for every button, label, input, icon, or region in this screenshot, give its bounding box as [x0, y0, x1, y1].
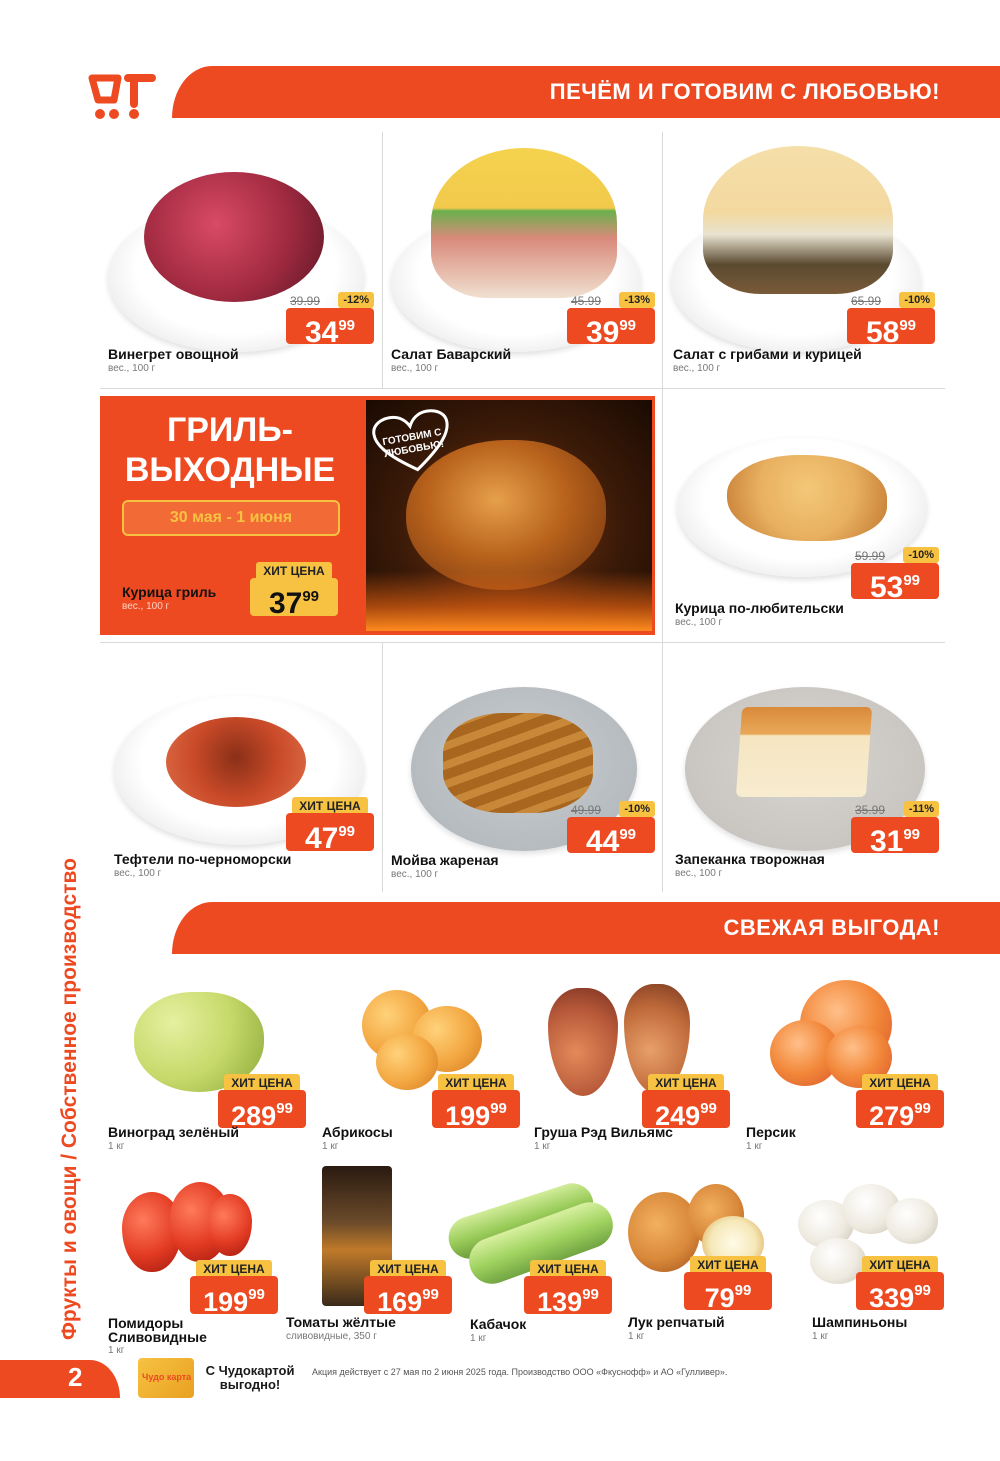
product-name: Абрикосы — [322, 1124, 393, 1140]
grilled-chicken-image — [366, 400, 652, 631]
hit-price-tag — [364, 1260, 452, 1316]
banner-dates: 30 мая - 1 июня — [122, 500, 340, 536]
discount-badge: -11% — [904, 801, 939, 817]
hit-label: ХИТ ЦЕНА — [862, 1074, 938, 1092]
product-name: Салат Баварский — [391, 346, 512, 362]
mushroom-image — [886, 1198, 938, 1244]
product-unit: сливовидные, 350 г — [286, 1331, 377, 1342]
old-price: 65.99 — [851, 294, 882, 308]
current-price: $37^{99}$ — [250, 578, 338, 616]
product-name: Мойва жареная — [391, 852, 499, 868]
discount-badge: -10% — [903, 547, 939, 563]
current-price: $53^{99}$ — [851, 563, 939, 599]
current-price: $79^{99}$ — [684, 1272, 772, 1310]
product-unit: вес., 100 г — [673, 363, 721, 374]
hit-label: ХИТ ЦЕНА — [196, 1260, 272, 1278]
product-card[interactable] — [534, 966, 734, 1150]
current-price: $34^{99}$ — [286, 308, 374, 344]
card-label: Чудо карта — [142, 1372, 192, 1382]
grill-weekend-banner[interactable] — [100, 396, 655, 635]
product-card[interactable] — [100, 132, 382, 388]
product-unit: вес., 100 г — [391, 363, 439, 374]
product-card[interactable] — [663, 132, 945, 388]
hit-price-tag — [856, 1074, 944, 1130]
hit-price-tag — [218, 1074, 306, 1130]
price-tag — [286, 294, 374, 349]
old-price: 35.99 — [855, 803, 886, 817]
product-unit: 1 кг — [322, 1141, 339, 1152]
hit-label: ХИТ ЦЕНА — [690, 1256, 766, 1274]
product-name: Курица по-любительски — [675, 600, 844, 616]
product-unit: вес., 100 г — [108, 363, 156, 374]
fire-shape — [366, 571, 652, 631]
product-unit: 1 кг — [470, 1333, 487, 1344]
product-unit: 1 кг — [108, 1141, 125, 1152]
product-card[interactable] — [383, 643, 662, 893]
section-header-bakery — [172, 66, 1000, 118]
old-price: 39.99 — [290, 294, 321, 308]
discount-badge: -13% — [619, 292, 655, 308]
product-card[interactable] — [628, 1172, 798, 1352]
product-card[interactable] — [100, 643, 382, 893]
section-title: СВЕЖАЯ ВЫГОДА! — [723, 915, 940, 940]
product-card[interactable] — [108, 1176, 278, 1356]
legal-text: Акция действует с 27 мая по 2 июня 2025 года. Производство ООО «Фкуснофф» и АО «Гулливер». — [312, 1367, 728, 1377]
current-price: $339^{99}$ — [856, 1272, 944, 1310]
current-price: $47^{99}$ — [286, 813, 374, 851]
section-header-fresh — [172, 902, 1000, 954]
hit-label: ХИТ ЦЕНА — [370, 1260, 446, 1278]
page-number-badge — [0, 1360, 120, 1398]
product-card[interactable] — [663, 389, 945, 642]
current-price: $39^{99}$ — [567, 308, 655, 344]
product-name: Запеканка творожная — [675, 851, 825, 867]
discount-badge: -12% — [338, 292, 374, 308]
fried-capelin-image — [443, 713, 593, 813]
product-card[interactable] — [746, 970, 946, 1150]
price-tag — [567, 294, 655, 349]
hit-price-tag — [250, 562, 338, 618]
product-card[interactable] — [446, 1170, 626, 1350]
product-card[interactable] — [322, 970, 522, 1150]
hit-label: ХИТ ЦЕНА — [292, 797, 368, 815]
section-title: ПЕЧЁМ И ГОТОВИМ С ЛЮБОВЬЮ! — [549, 79, 940, 104]
price-tag — [567, 803, 655, 858]
badge-text: ГОТОВИМ С ЛЮБОВЬЮ! — [381, 426, 445, 461]
current-price: $169^{99}$ — [364, 1276, 452, 1314]
brand-logo-icon — [88, 70, 158, 122]
banner-title: ГРИЛЬ-ВЫХОДНЫЕ — [124, 411, 336, 489]
product-unit: вес., 100 г — [391, 869, 439, 880]
side-category-title: Фрукты и овощи / Собственное производство — [58, 858, 81, 1340]
pear-image — [548, 988, 618, 1096]
hit-price-tag — [524, 1260, 612, 1316]
loyalty-card-text: С Чудокартой выгодно! — [205, 1363, 295, 1392]
bavarian-salad-image — [431, 148, 617, 298]
product-name: Лук репчатый — [628, 1314, 725, 1330]
product-name: Шампиньоны — [812, 1314, 908, 1330]
current-price: $199^{99}$ — [432, 1090, 520, 1128]
chicken-image — [727, 455, 887, 541]
product-name: Тефтели по-черноморски — [114, 851, 292, 867]
cottage-cheese-casserole-image — [736, 707, 872, 797]
current-price: $58^{99}$ — [847, 308, 935, 344]
product-card[interactable] — [108, 970, 308, 1150]
current-price: $44^{99}$ — [567, 817, 655, 853]
old-price: 45.99 — [571, 294, 602, 308]
current-price: $31^{99}$ — [851, 817, 939, 853]
old-price: 49.99 — [571, 803, 602, 817]
hit-price-tag — [190, 1260, 278, 1316]
hit-price-tag — [286, 797, 374, 853]
hit-price-tag — [684, 1256, 772, 1312]
hit-label: ХИТ ЦЕНА — [438, 1074, 514, 1092]
mushroom-chicken-salad-image — [703, 146, 893, 294]
product-name: Груша Рэд Вильямс — [534, 1124, 673, 1140]
hit-label: ХИТ ЦЕНА — [256, 562, 332, 580]
product-unit: 1 кг — [746, 1141, 763, 1152]
current-price: $199^{99}$ — [190, 1276, 278, 1314]
product-unit: вес., 100 г — [122, 601, 170, 612]
product-unit: вес., 100 г — [114, 868, 162, 879]
product-name: Томаты жёлтые — [286, 1314, 396, 1330]
product-name: Винегрет овощной — [108, 346, 239, 362]
product-name: Курица гриль — [122, 584, 217, 600]
product-name: Кабачок — [470, 1316, 527, 1332]
product-unit: вес., 100 г — [675, 868, 723, 879]
product-card[interactable] — [286, 1162, 456, 1342]
product-unit: вес., 100 г — [675, 617, 723, 628]
hit-price-tag — [432, 1074, 520, 1130]
current-price: $279^{99}$ — [856, 1090, 944, 1128]
hit-label: ХИТ ЦЕНА — [862, 1256, 938, 1274]
discount-badge: -10% — [899, 292, 935, 308]
tomato-image — [208, 1194, 252, 1256]
product-card[interactable] — [663, 643, 945, 893]
hit-label: ХИТ ЦЕНА — [648, 1074, 724, 1092]
price-tag — [851, 549, 939, 604]
product-name: Виноград зелёный — [108, 1124, 239, 1140]
product-unit: 1 кг — [108, 1345, 125, 1356]
product-unit: 1 кг — [534, 1141, 551, 1152]
current-price: $289^{99}$ — [218, 1090, 306, 1128]
old-price: 59.99 — [855, 549, 886, 563]
hit-label: ХИТ ЦЕНА — [530, 1260, 606, 1278]
meatballs-image — [166, 717, 306, 807]
product-name: Помидоры Сливовидные — [108, 1315, 207, 1345]
product-name: Персик — [746, 1124, 796, 1140]
apricot-image — [376, 1034, 438, 1090]
hit-price-tag — [642, 1074, 730, 1130]
page-number: 2 — [68, 1362, 83, 1392]
product-card[interactable] — [790, 1176, 950, 1352]
price-tag — [851, 803, 939, 858]
current-price: $249^{99}$ — [642, 1090, 730, 1128]
price-tag — [847, 294, 935, 349]
current-price: $139^{99}$ — [524, 1276, 612, 1314]
product-unit: 1 кг — [812, 1331, 829, 1342]
loyalty-card-image — [138, 1358, 194, 1398]
discount-badge: -10% — [619, 801, 655, 817]
product-name: Салат с грибами и курицей — [673, 346, 862, 362]
product-card[interactable] — [383, 132, 662, 388]
product-unit: 1 кг — [628, 1331, 645, 1342]
hit-price-tag — [856, 1256, 944, 1312]
vinaigrette-image — [144, 172, 324, 302]
hit-label: ХИТ ЦЕНА — [224, 1074, 300, 1092]
